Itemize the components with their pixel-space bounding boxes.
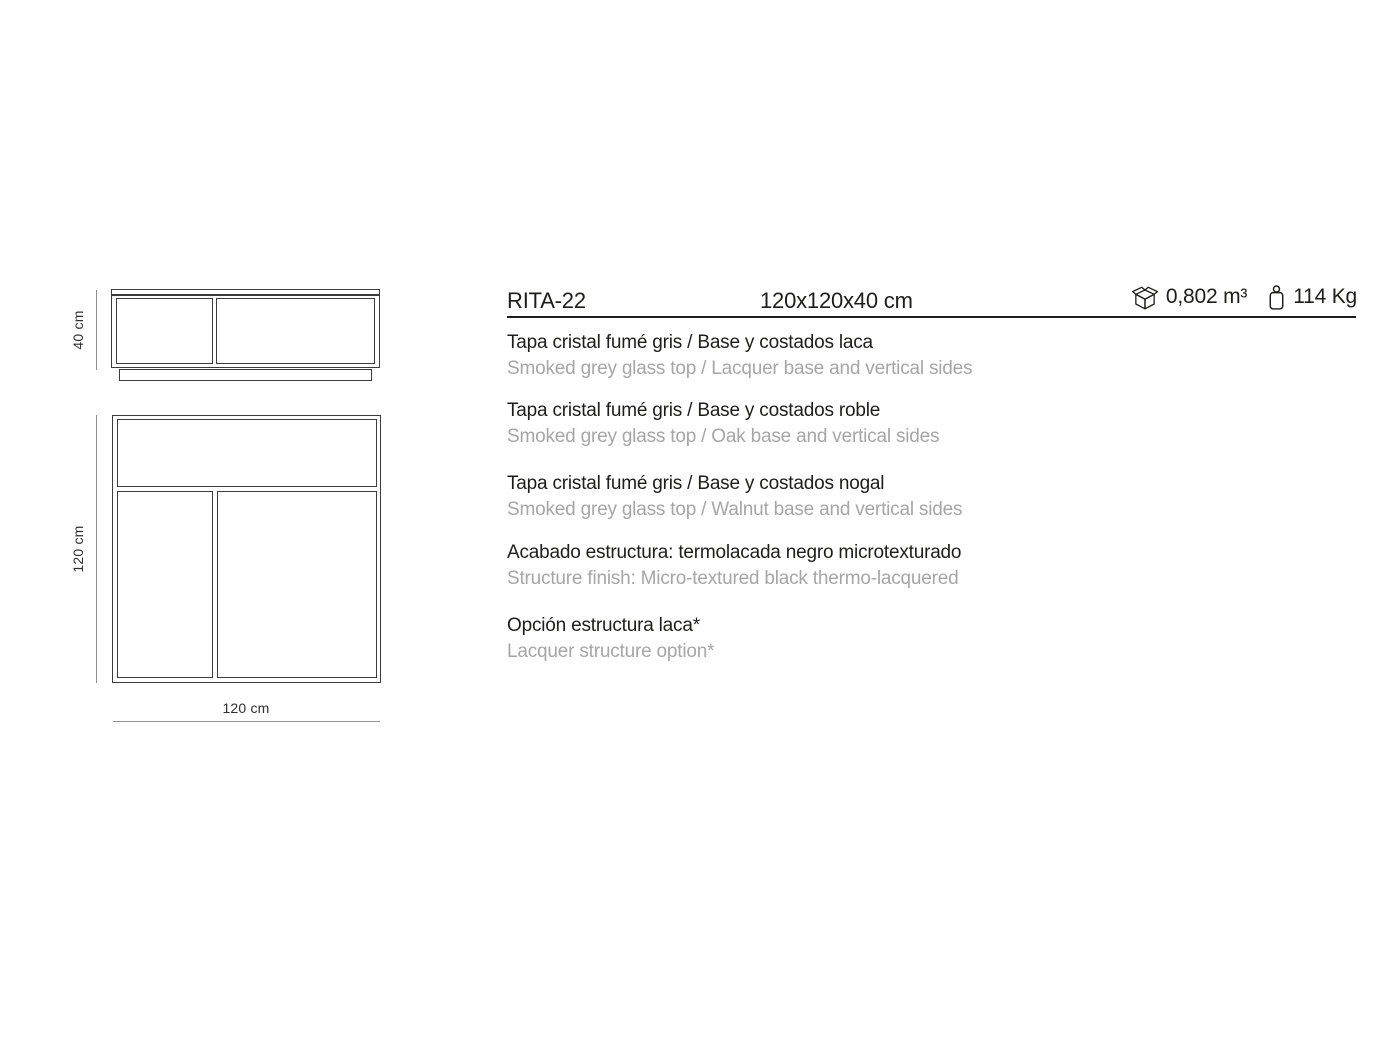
weight-value: 114 Kg <box>1293 285 1357 308</box>
dimension-label-40cm: 40 cm <box>70 310 86 350</box>
side-view-plinth <box>119 369 372 381</box>
spec-text-es: Tapa cristal fumé gris / Base y costados nogal <box>507 473 885 494</box>
spec-text-en: Smoked grey glass top / Oak base and vertical sides <box>507 426 940 447</box>
weight-icon <box>1267 284 1286 311</box>
spec-text-en: Lacquer structure option* <box>507 641 715 662</box>
dimension-label-120cm-horizontal: 120 cm <box>222 700 270 716</box>
side-view-right-panel <box>216 298 375 364</box>
dimension-line-40cm <box>96 290 97 370</box>
product-dimensions: 120x120x40 cm <box>760 288 913 313</box>
side-view-left-panel <box>116 298 213 364</box>
header-divider <box>507 316 1356 318</box>
volume-value: 0,802 m³ <box>1165 285 1248 308</box>
spec-item-structure-finish <box>507 540 1147 592</box>
spec-text-en: Structure finish: Micro-textured black thermo-lacquered <box>507 568 959 589</box>
front-view-left-door <box>117 491 213 678</box>
spec-text-es: Acabado estructura: termolacada negro microtexturado <box>507 542 962 563</box>
spec-item-lacquer <box>507 330 1147 382</box>
spec-item-lacquer-option <box>507 613 1147 665</box>
dimension-line-120cm-horizontal <box>113 721 380 722</box>
front-view-drawer <box>117 419 377 487</box>
spec-text-es: Opción estructura laca* <box>507 615 700 636</box>
spec-text-en: Smoked grey glass top / Walnut base and vertical sides <box>507 499 963 520</box>
spec-text-es: Tapa cristal fumé gris / Base y costados laca <box>507 332 873 353</box>
spec-item-oak <box>507 398 1147 450</box>
dimension-line-120cm-vertical <box>96 415 97 683</box>
product-metrics <box>1100 283 1357 311</box>
spec-text-es: Tapa cristal fumé gris / Base y costados roble <box>507 400 881 421</box>
spec-item-walnut <box>507 471 1147 523</box>
open-box-icon <box>1131 283 1159 311</box>
dimension-label-120cm-vertical: 120 cm <box>70 525 86 573</box>
product-name: RITA-22 <box>507 288 586 313</box>
side-view-glass-top-line <box>112 294 379 296</box>
front-view-right-door <box>217 491 377 678</box>
spec-text-en: Smoked grey glass top / Lacquer base and vertical sides <box>507 358 973 379</box>
